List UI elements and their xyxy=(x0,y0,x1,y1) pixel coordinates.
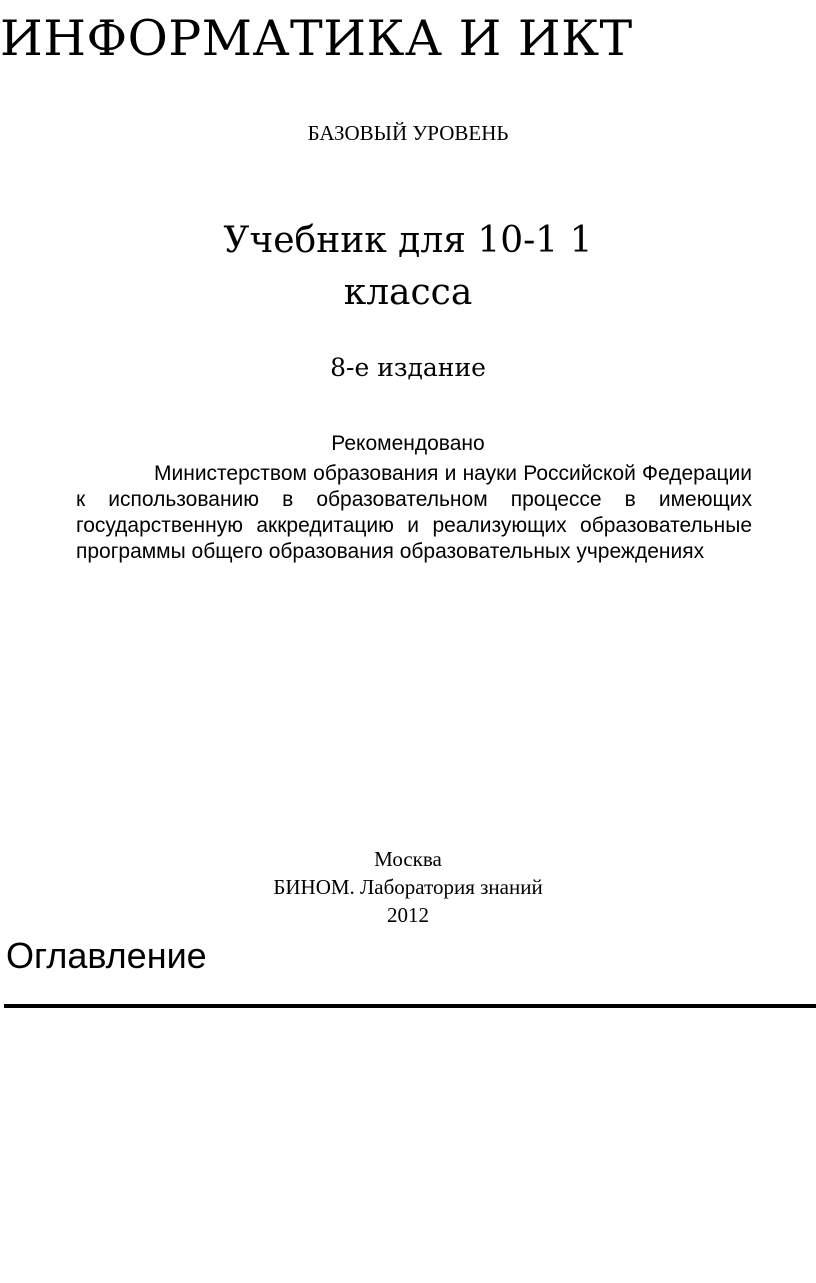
toc-heading: Оглавление xyxy=(6,935,207,976)
textbook-description xyxy=(0,215,816,319)
toc-divider xyxy=(4,1004,816,1008)
recommendation-paragraph: Министерством образования и науки Российской Федерации к использованию в образовательном процессе в имеющих государственную аккредитацию и реализующих образовательные программы общего образования образовательных учреждениях xyxy=(76,462,752,563)
book-title: ИНФОРМАТИКА И ИКТ xyxy=(0,10,633,67)
level-subtitle: БАЗОВЫЙ УРОВЕНЬ xyxy=(307,121,509,145)
imprint-city: Москва xyxy=(374,847,442,871)
imprint-publisher: БИНОМ. Лаборатория знаний xyxy=(273,875,543,899)
textbook-line-1: Учебник для 10-1 1 xyxy=(223,220,593,261)
textbook-line-2: класса xyxy=(343,272,473,313)
edition-label: 8-е издание xyxy=(330,353,486,382)
imprint-year: 2012 xyxy=(387,903,429,927)
recommended-heading: Рекомендовано xyxy=(331,432,485,455)
